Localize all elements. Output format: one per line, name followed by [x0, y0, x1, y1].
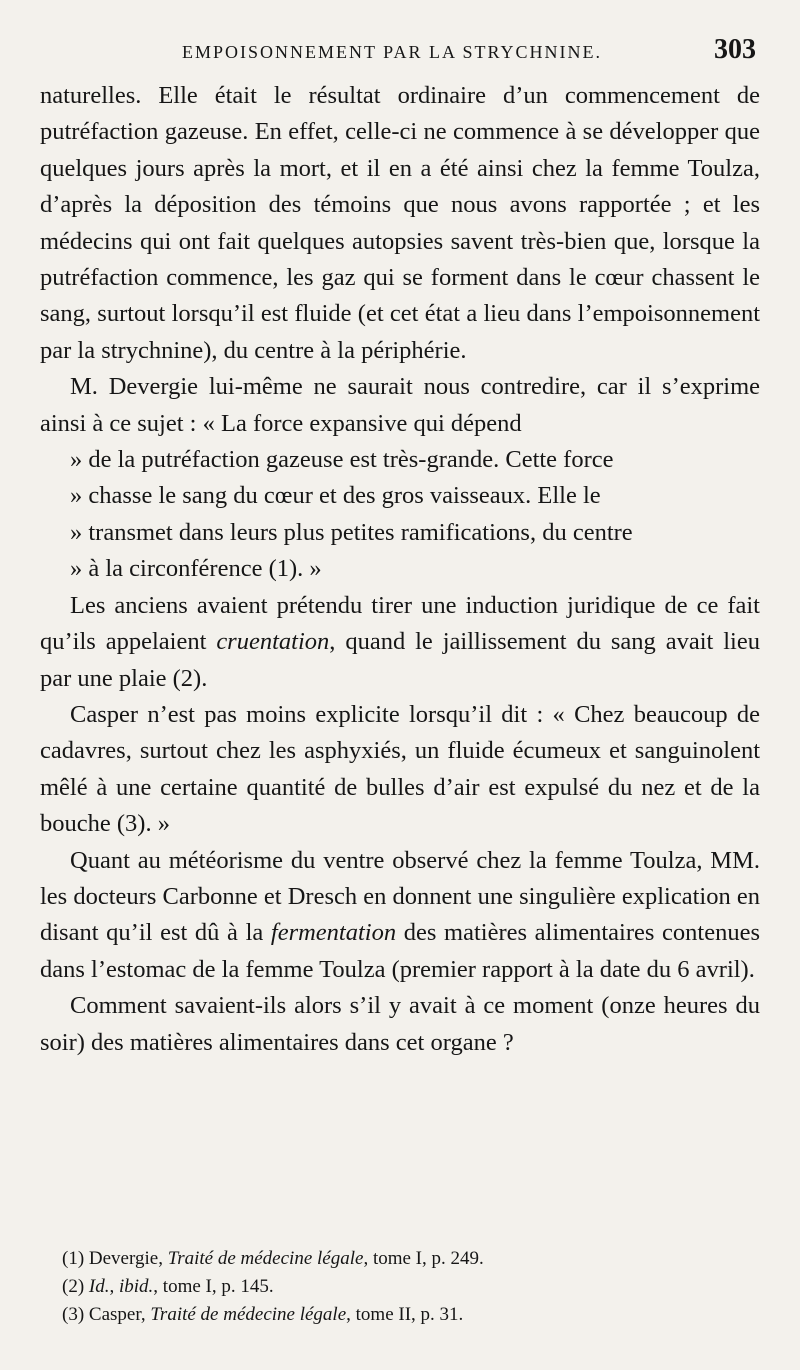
footnote-3-italic: Traité de médecine légale	[150, 1304, 347, 1325]
footnote-1	[62, 1245, 484, 1273]
paragraph-5-text-b: des matières alimentaires contenues dans l’estomac de la femme Toulza (premier rapport à la date du 6 avril).	[40, 919, 760, 983]
paragraph-5-text-a: Quant au météorisme du ventre observé chez la femme Toulza, MM. les docteurs Carbonne et Dresch en donnent une singulière explication en disant qu’il est dû à la	[40, 846, 760, 947]
footnote-2-text-mid: ,	[109, 1276, 119, 1297]
paragraph-3-text-b: , quand le jaillissement du sang avait lieu par une plaie (2).	[40, 628, 760, 692]
footnotes	[62, 1245, 484, 1329]
quote-line-3: » transmet dans leurs plus petites ramifications, du centre	[70, 518, 633, 546]
paragraph-3-italic: cruentation	[216, 628, 330, 656]
paragraph-1: naturelles. Elle était le résultat ordinaire d’un commencement de putréfaction gazeuse. En effet, celle-ci ne commence à se développer que quelques jours après la mort, et il en a été ainsi chez la femme Toulza, d’après la déposition des témoins que nous avons rapportée ; et les médecins qui ont fait quelques autopsies savent très-bien que, lorsque la putréfaction commence, les gaz qui se forment dans le cœur chassent le sang, surtout lorsqu’il est fluide (et cet état a lieu dans l’empoisonnement par la strychnine), du centre à la périphérie.	[40, 82, 760, 364]
paragraph-4: Casper n’est pas moins explicite lorsqu’il dit : « Chez beaucoup de cadavres, surtout chez les asphyxiés, un fluide écumeux et sanguinolent mêlé à une certaine quantité de bulles d’air est expulsé du nez et de la bouche (3). »	[40, 700, 760, 838]
footnote-1-text-b: , tome I, p. 249.	[363, 1248, 484, 1269]
paragraph-3-text-a: Les anciens avaient prétendu tirer une induction juridique de ce fait qu’ils appelaient	[40, 591, 760, 656]
quote-line-4: » à la circonférence (1). »	[70, 555, 322, 583]
footnote-2-italic-1: Id.	[88, 1276, 110, 1297]
page-header	[40, 34, 760, 70]
footnote-3	[62, 1301, 484, 1329]
paragraph-3	[40, 588, 760, 697]
quote-line-2: » chasse le sang du cœur et des gros vaisseaux. Elle le	[70, 482, 601, 510]
footnote-2-text-b: , tome I, p. 145.	[153, 1276, 274, 1297]
body-text	[40, 78, 760, 1061]
paragraph-2	[40, 369, 760, 587]
paragraph-5-italic: fermentation	[270, 919, 397, 947]
footnote-1-text-a: (1) Devergie,	[62, 1248, 168, 1269]
paragraph-5	[40, 843, 760, 989]
paragraph-2-lead: M. Devergie lui-même ne saurait nous contredire, car il s’exprime ainsi à ce sujet : « La force expansive qui dépend	[40, 373, 760, 437]
footnote-2	[62, 1273, 484, 1301]
footnote-2-text-a: (2)	[62, 1276, 89, 1297]
page-number: 303	[714, 34, 756, 65]
footnote-2-italic-2: ibid.	[118, 1276, 154, 1297]
footnote-1-italic: Traité de médecine légale	[167, 1248, 364, 1269]
paragraph-6: Comment savaient-ils alors s’il y avait à ce moment (onze heures du soir) des matières alimentaires dans cet organe ?	[40, 992, 760, 1056]
footnote-3-text-b: , tome II, p. 31.	[346, 1304, 464, 1325]
running-title: EMPOISONNEMENT PAR LA STRYCHNINE.	[181, 42, 603, 62]
quote-line-1: » de la putréfaction gazeuse est très-grande. Cette force	[70, 446, 614, 474]
footnote-3-text-a: (3) Casper,	[62, 1304, 151, 1325]
